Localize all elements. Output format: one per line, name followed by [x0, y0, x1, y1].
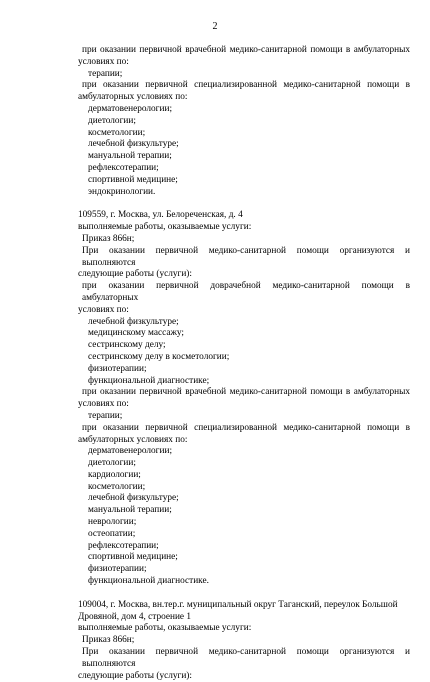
document-line: медицинскому массажу;: [88, 328, 184, 339]
block-spacer: [78, 588, 410, 600]
document-line: косметологии;: [88, 481, 146, 492]
document-line: сестринскому делу;: [88, 340, 166, 351]
document-line: диетологии;: [88, 115, 136, 126]
document-line: лечебной физкультуре;: [88, 493, 179, 504]
document-line: следующие работы (услуги):: [78, 269, 192, 280]
document-line: рефлексотерапии;: [88, 162, 159, 173]
document-line: мануальной терапии;: [88, 505, 172, 516]
document-line: функциональной диагностике.: [88, 576, 209, 587]
document-line: 109559, г. Москва, ул. Белореченская, д. 4: [78, 210, 243, 221]
document-line: рефлексотерапии;: [88, 540, 159, 551]
document-line: Приказ 866н;: [82, 635, 135, 646]
document-line: выполняемые работы, оказываемые услуги:: [78, 623, 252, 634]
document-line: амбулаторных условиях по:: [78, 434, 188, 445]
address-block-belorechenskaya: [78, 210, 410, 588]
document-line: при оказании первичной специализированной медико-санитарной помощи в: [82, 80, 410, 91]
services-block-1: [78, 45, 410, 198]
document-line: При оказании первичной медико-санитарной помощи организуются и выполняются: [82, 647, 410, 669]
document-line: условиях по:: [78, 304, 129, 315]
document-line: диетологии;: [88, 458, 136, 469]
document-line: терапии;: [88, 68, 123, 79]
document-line: при оказании первичной доврачебной медико-санитарной помощи в амбулаторных: [82, 281, 410, 303]
document-line: мануальной терапии;: [88, 151, 172, 162]
document-line: физиотерапии;: [88, 564, 147, 575]
document-line: при оказании первичной врачебной медико-санитарной помощи в амбулаторных: [82, 387, 410, 398]
document-line: спортивной медицине;: [88, 174, 178, 185]
document-line: При оказании первичной медико-санитарной помощи организуются и выполняются: [82, 245, 410, 268]
document-line: условиях по:: [78, 56, 129, 67]
document-body: [78, 45, 410, 682]
document-line: при оказании первичной врачебной медико-санитарной помощи в амбулаторных: [82, 45, 410, 55]
document-line: выполняемые работы, оказываемые услуги:: [78, 222, 252, 233]
block-spacer: [78, 198, 410, 210]
document-line: следующие работы (услуги):: [78, 670, 192, 681]
document-line: 109004, г. Москва, вн.тер.г. муниципальный округ Таганский, переулок Большой: [78, 599, 398, 610]
document-line: Приказ 866н;: [82, 233, 135, 244]
document-line: функциональной диагностике;: [88, 375, 210, 386]
document-line: условиях по:: [78, 399, 129, 410]
document-line: при оказании первичной специализированной медико-санитарной помощи в: [82, 422, 410, 433]
document-line: спортивной медицине;: [88, 552, 178, 563]
document-line: косметологии;: [88, 127, 146, 138]
document-line: дерматовенерологии;: [88, 103, 173, 114]
document-line: лечебной физкультуре;: [88, 316, 179, 327]
address-block-drovyanoy: [78, 600, 410, 682]
document-line: лечебной физкультуре;: [88, 139, 179, 150]
document-line: сестринскому делу в косметологии;: [88, 351, 230, 362]
document-line: дерматовенерологии;: [88, 446, 173, 457]
document-line: амбулаторных условиях по:: [78, 92, 188, 103]
document-line: эндокринологии.: [88, 186, 156, 197]
document-line: остеопатии;: [88, 528, 136, 539]
document-line: неврологии;: [88, 517, 137, 528]
document-line: физиотерапии;: [88, 363, 147, 374]
document-line: терапии;: [88, 410, 123, 421]
page-number: 2: [212, 21, 218, 32]
document-line: кардиологии;: [88, 469, 141, 480]
document-line: Дровяной, дом 4, строение 1: [78, 611, 192, 622]
